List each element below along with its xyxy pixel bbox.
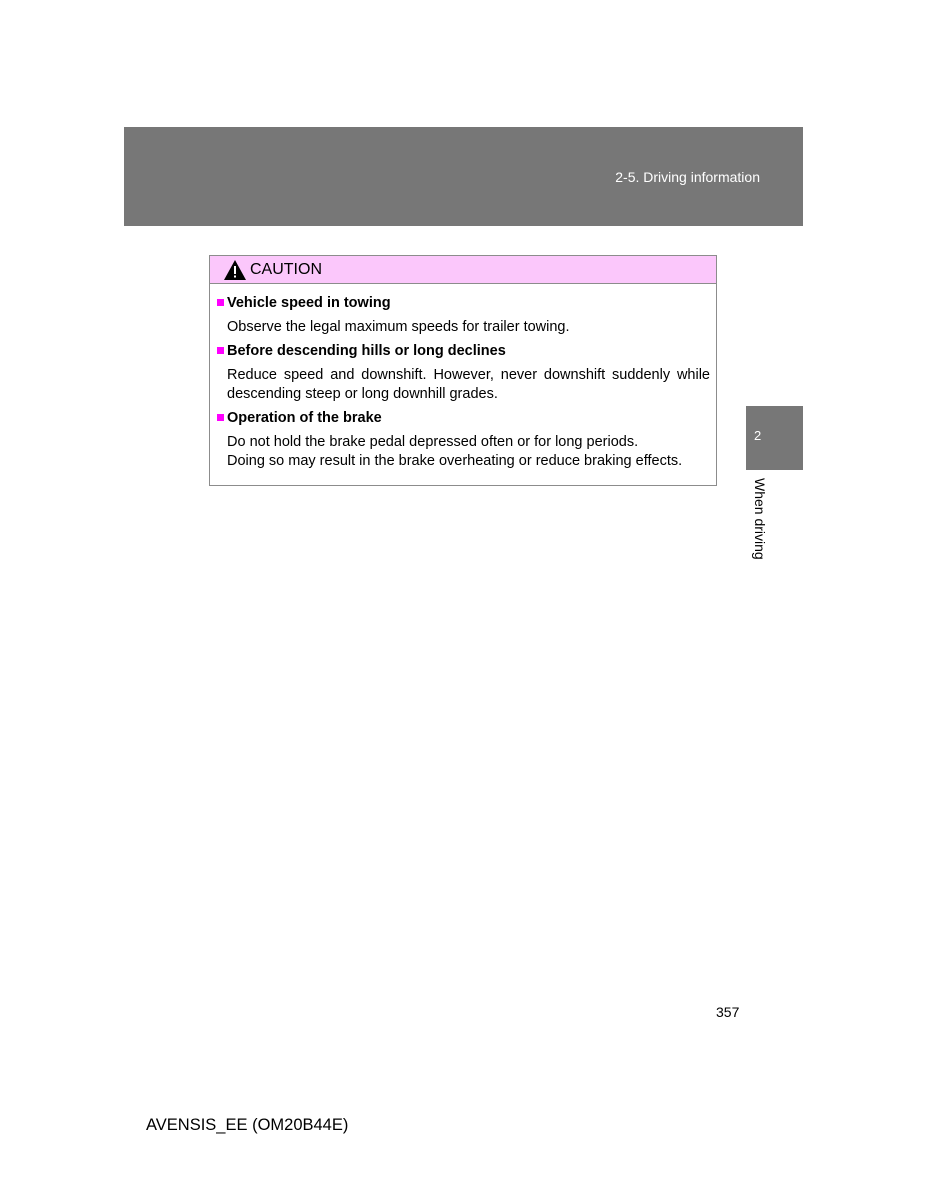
caution-item-text bbox=[227, 433, 710, 471]
caution-item-heading-text: Vehicle speed in towing bbox=[227, 295, 391, 311]
warning-triangle-icon bbox=[223, 259, 247, 281]
caution-item-line: Observe the legal maximum speeds for trailer towing. bbox=[227, 319, 570, 335]
chapter-number: 2 bbox=[754, 428, 762, 443]
chapter-title: When driving bbox=[752, 478, 768, 560]
caution-item-heading bbox=[216, 409, 710, 427]
page-number: 357 bbox=[716, 1004, 740, 1020]
caution-item-heading-text: Operation of the brake bbox=[227, 410, 382, 426]
caution-item-heading bbox=[216, 342, 710, 360]
footer-model-code: AVENSIS_EE (OM20B44E) bbox=[146, 1116, 349, 1134]
caution-item-text bbox=[227, 366, 710, 404]
caution-item bbox=[216, 342, 710, 404]
chapter-header-bar bbox=[124, 127, 803, 226]
section-label: 2-5. Driving information bbox=[615, 169, 760, 185]
caution-header bbox=[210, 256, 716, 284]
square-bullet-icon bbox=[217, 299, 224, 306]
square-bullet-icon bbox=[217, 347, 224, 354]
caution-item-heading bbox=[216, 294, 710, 312]
caution-title: CAUTION bbox=[250, 261, 322, 278]
caution-item-line: Do not hold the brake pedal depressed often or for long periods. bbox=[227, 434, 639, 450]
chapter-tab bbox=[746, 406, 803, 470]
caution-item-heading-text: Before descending hills or long declines bbox=[227, 343, 506, 359]
caution-body bbox=[210, 284, 716, 471]
caution-item bbox=[216, 294, 710, 337]
caution-box bbox=[209, 255, 717, 486]
square-bullet-icon bbox=[217, 414, 224, 421]
caution-item-line: Reduce speed and downshift. However, never downshift suddenly while descending steep or long downhill grades. bbox=[227, 367, 710, 402]
caution-item-text bbox=[227, 318, 710, 337]
caution-item-line: Doing so may result in the brake overheating or reduce braking effects. bbox=[227, 453, 683, 469]
caution-item bbox=[216, 409, 710, 471]
